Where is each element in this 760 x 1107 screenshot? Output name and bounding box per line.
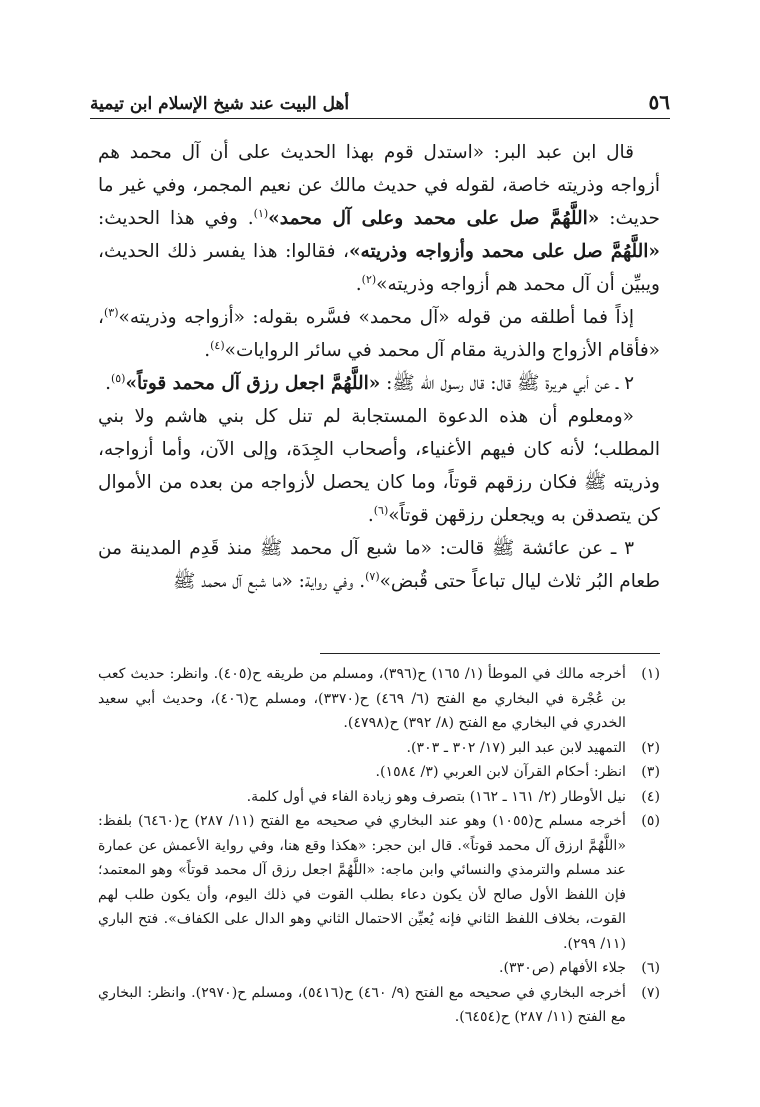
paragraph-commentary: «ومعلوم أن هذه الدعوة المستجابة لم تنل كل بني هاشم ولا بني المطلب؛ لأنه كان فيهم الأغنياء، وأصحاب الجِدَة، وإلى الآن، وأما أزواجه، وذريته ﷺ فكان رزقهم قوتاً، وما كان يحصل لأزواجه من بعده من الأموال كن يتصدقن به ويجعلن رزقهن قوتاً»$^{(٦)}$. bbox=[98, 406, 660, 526]
running-title: أهل البيت عند شيخ الإسلام ابن تيمية bbox=[90, 94, 350, 114]
paragraph-hadith-aisha: ٣ ـ عن عائشة ﷺ قالت: «ما شبع آل محمد ﷺ منذ قَدِم المدينة من طعام البُر ثلاث ليال تباعاً حتى قُبض»$^{(٧)}$. وفي رواية: «ما شبع آل محمد ﷺ bbox=[98, 538, 660, 592]
footnote-ref: (٥) bbox=[110, 371, 126, 385]
footnote-ref: (١) bbox=[253, 206, 269, 220]
footnote-ref: (٧) bbox=[365, 569, 380, 583]
footnote-rule bbox=[320, 653, 660, 654]
footnote-3: (٣) انظر: أحكام القرآن لابن العربي (٣/ ١٥٨٤). bbox=[375, 764, 660, 780]
footnote-6: (٦) جلاء الأفهام (ص٣٣٠). bbox=[499, 960, 660, 976]
footnote-5: (٥) أخرجه مسلم ح(١٠٥٥) وهو عند البخاري في صحيحه مع الفتح (١١/ ٢٨٧) ح(٦٤٦٠) بلفظ: «اللَّهُمَّ ارزق آل محمد قوتاً». قال ابن حجر: «هكذا وقع هنا، وفي رواية الأعمش عن عمارة عند مسلم والترمذي والنسائي وابن ماجه: «اللَّهُمَّ اجعل رزق آل محمد قوتاً» وهو المعتمد؛ فإن اللفظ الأول صالح لأن يكون دعاء بطلب القوت في ذلك اليوم، وأن يكون طلب لهم القوت، بخلاف اللفظ الثاني فإنه يُعيِّن الاحتمال الثاني وهو الدال على الكفاف». فتح الباري (١١/ ٢٩٩). bbox=[98, 813, 660, 952]
main-text bbox=[98, 136, 660, 598]
footnote-7: (٧) أخرجه البخاري في صحيحه مع الفتح (٩/ ٤٦٠) ح(٥٤١٦)، ومسلم ح(٢٩٧٠). وانظر: البخاري مع الفتح (١١/ ٢٨٧) ح(٦٤٥٤). bbox=[98, 984, 660, 1025]
paragraph-ibn-abd-al-barr: قال ابن عبد البر: «استدل قوم بهذا الحديث على أن آل محمد هم أزواجه وذريته خاصة، لقوله في حديث مالك عن نعيم المجمر، وفي غير ما حديث: «اللَّهُمَّ صل على محمد وعلى آل محمد»$^{(١)}$. وفي هذا الحديث: «اللَّهُمَّ صل على محمد وأزواجه وذريته»، فقالوا: هذا يفسر ذلك الحديث، ويبيِّن أن آل محمد هم أزواجه وذريته»$^{(٢)}$. bbox=[98, 142, 660, 295]
footnote-ref: (٣) bbox=[103, 305, 119, 319]
footnote-ref: (٢) bbox=[361, 272, 377, 286]
footnote-ref: (٤) bbox=[210, 338, 225, 352]
paragraph-explanation: إذاً فما أطلقه من قوله «آل محمد» فسَّره بقوله: «أزواجه وذريته»$^{(٣)}$، «فأقام الأزواج والذرية مقام آل محمد في سائر الروايات»$^{(٤)}$. bbox=[98, 305, 660, 361]
header-rule bbox=[90, 118, 670, 119]
page-number: ٥٦ bbox=[648, 90, 670, 114]
footnote-2: (٢) التمهيد لابن عبد البر (١٧/ ٣٠٢ ـ ٣٠٣). bbox=[406, 739, 660, 756]
page-header bbox=[90, 84, 670, 114]
paragraph-hadith-abu-hurayra: ٢ ـ عن أبي هريرة ﷺ قال: قال رسول الله ﷺ: «اللَّهُمَّ اجعل رزق آل محمد قوتاً»$^{(٥)}$. bbox=[105, 371, 634, 394]
footnotes bbox=[98, 662, 660, 1030]
footnote-1: (١) أخرجه مالك في الموطأ (١/ ١٦٥) ح(٣٩٦)، ومسلم من طريقه ح(٤٠٥). وانظر: حديث كعب بن عُجْرة في البخاري مع الفتح (٦/ ٤٦٩) ح(٣٣٧٠)، ومسلم ح(٤٠٦)، وحديث أبي سعيد الخدري في البخاري مع الفتح (٨/ ٣٩٢) ح(٤٧٩٨). bbox=[98, 666, 660, 731]
footnote-4: (٤) نيل الأوطار (٢/ ١٦١ ـ ١٦٢) بتصرف وهو زيادة الفاء في أول كلمة. bbox=[246, 788, 660, 805]
footnote-ref: (٦) bbox=[373, 503, 389, 517]
